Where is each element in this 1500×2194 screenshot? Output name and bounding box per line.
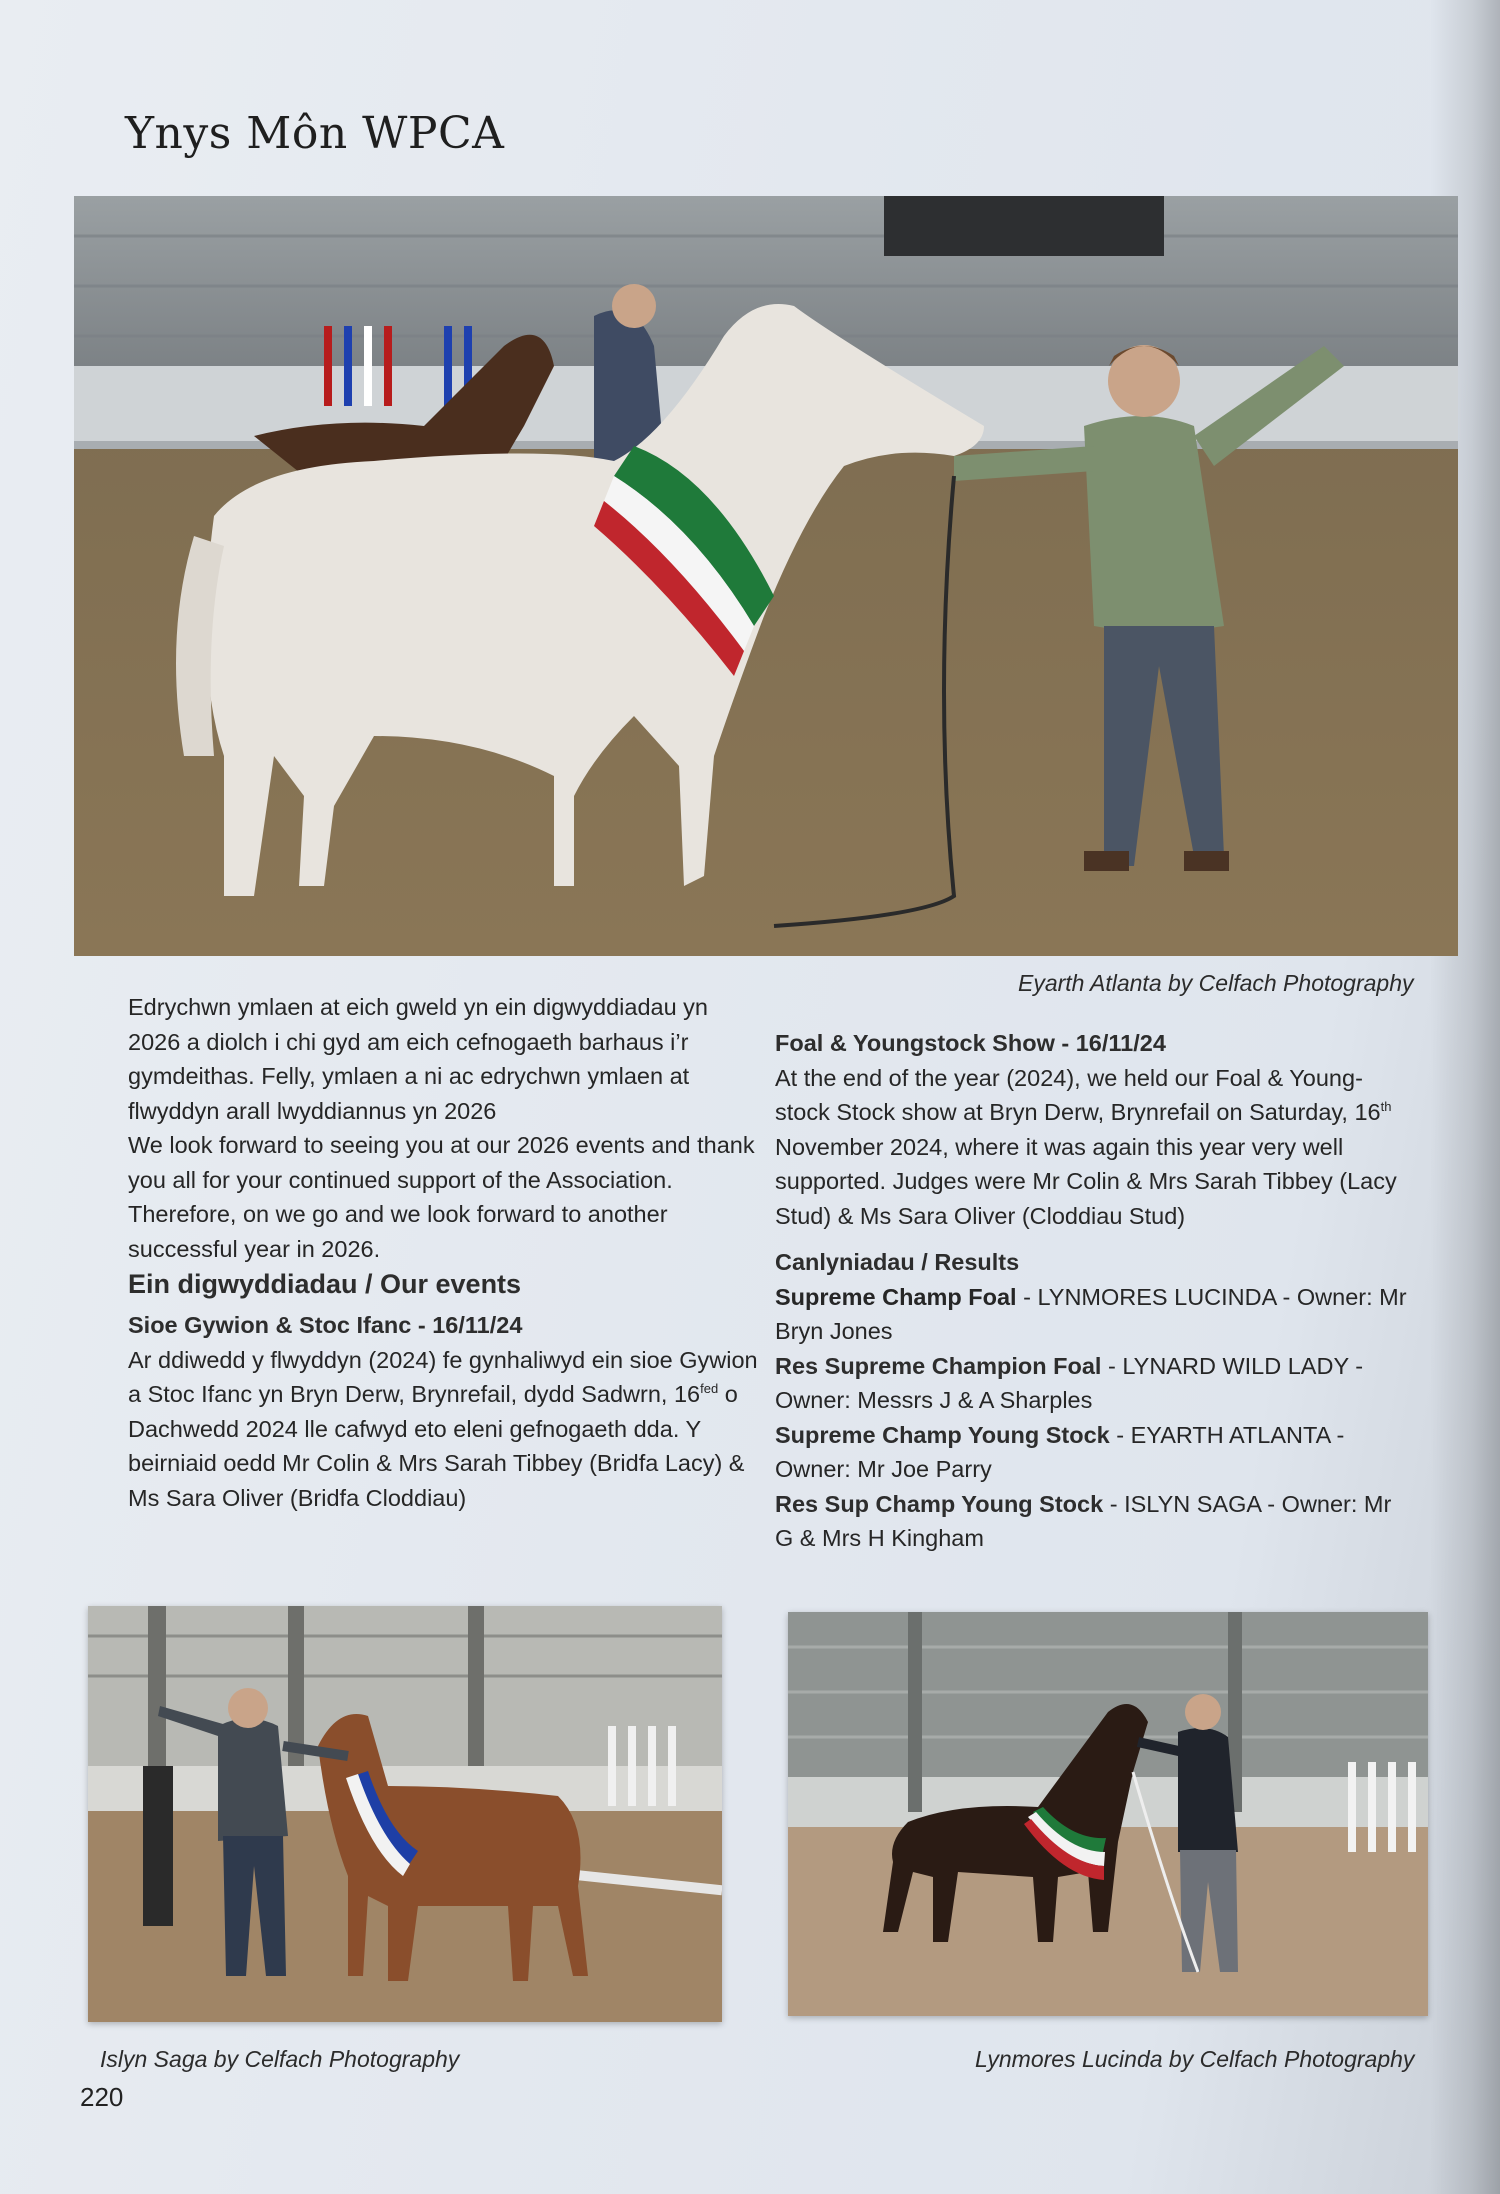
result-award: Res Sup Champ Young Stock <box>775 1490 1104 1517</box>
bottom-left-caption: Islyn Saga by Celfach Photography <box>100 2046 460 2072</box>
result-detail: - LYNMORES LUCINDA - Owner: Mr Bryn Jones <box>775 1283 1407 1344</box>
english-event-heading: Foal & Youngstock Show - 16/11/24 <box>775 1030 1166 1056</box>
bottom-right-caption: Lynmores Lucinda by Celfach Photography <box>975 2046 1415 2072</box>
result-item <box>775 1487 1415 1556</box>
result-detail: - ISLYN SAGA - Owner: Mr G & Mrs H Kingham <box>775 1490 1392 1551</box>
horse-photo-icon <box>88 1606 722 2022</box>
welsh-event-sup: fed <box>700 1381 719 1397</box>
intro-welsh: Edrychwn ymlaen at eich gweld yn ein digwyddiadau yn 2026 a diolch i chi gyd am eich cefnogaeth barhaus i’r gymdeithas. Felly, ymlaen a ni ac edrychwn ymlaen at flwyddyn arall lwyddiannus yn 2026 <box>128 994 708 1124</box>
top-photo-caption: Eyarth Atlanta by Celfach Photography <box>1018 970 1414 996</box>
english-event-text-1: At the end of the year (2024), we held our Foal & Young-stock Stock show at Bryn Derw, Brynrefail on Saturday, 16 <box>775 1064 1381 1125</box>
welsh-event-text <box>128 1343 762 1516</box>
welsh-event-text-1: Ar ddiwedd y flwyddyn (2024) fe gynhaliwyd ein sioe Gywion a Stoc Ifanc yn Bryn Derw, Brynrefail, dydd Sadwrn, 16 <box>128 1346 758 1407</box>
result-award: Supreme Champ Foal <box>775 1283 1017 1310</box>
welsh-event-heading: Sioe Gywion & Stoc Ifanc - 16/11/24 <box>128 1312 523 1338</box>
bottom-right-photo <box>788 1612 1428 2016</box>
results-list <box>775 1280 1415 1556</box>
page-number: 220 <box>80 2082 124 2112</box>
result-award: Res Supreme Champion Foal <box>775 1352 1102 1379</box>
left-column <box>128 990 762 1515</box>
events-heading: Ein digwyddiadau / Our events <box>128 1269 522 1299</box>
english-event-text <box>775 1061 1415 1234</box>
result-item <box>775 1349 1415 1418</box>
page-title: Ynys Môn WPCA <box>125 108 505 159</box>
english-event-text-2: November 2024, where it was again this year very well supported. Judges were Mr Colin & Mrs Sarah Tibbey (Lacy Stud) & Ms Sara Oliver (Cloddiau Stud) <box>775 1133 1397 1229</box>
intro-english: We look forward to seeing you at our 2026 events and thank you all for your continued support of the Association. Therefore, on we go and we look forward to another successful year in 2026. <box>128 1132 755 1262</box>
bottom-left-photo <box>88 1606 722 2022</box>
horse-photo-icon <box>788 1612 1428 2016</box>
results-heading: Canlyniadau / Results <box>775 1249 1020 1275</box>
english-event-sup: th <box>1380 1099 1392 1115</box>
result-item <box>775 1418 1415 1487</box>
result-detail: - EYARTH ATLANTA - Owner: Mr Joe Parry <box>775 1421 1345 1482</box>
result-detail: - LYNARD WILD LADY - Owner: Messrs J & A Sharples <box>775 1352 1364 1413</box>
result-item <box>775 1280 1415 1349</box>
top-photo <box>74 196 1458 956</box>
welsh-event-text-2: o Dachwedd 2024 lle cafwyd eto eleni gefnogaeth dda. Y beirniaid oedd Mr Colin & Mrs Sarah Tibbey (Bridfa Lacy) & Ms Sara Oliver (Bridfa Cloddiau) <box>128 1381 745 1511</box>
right-column <box>775 1026 1415 1556</box>
result-award: Supreme Champ Young Stock <box>775 1421 1110 1448</box>
horse-photo-icon <box>74 196 1458 956</box>
